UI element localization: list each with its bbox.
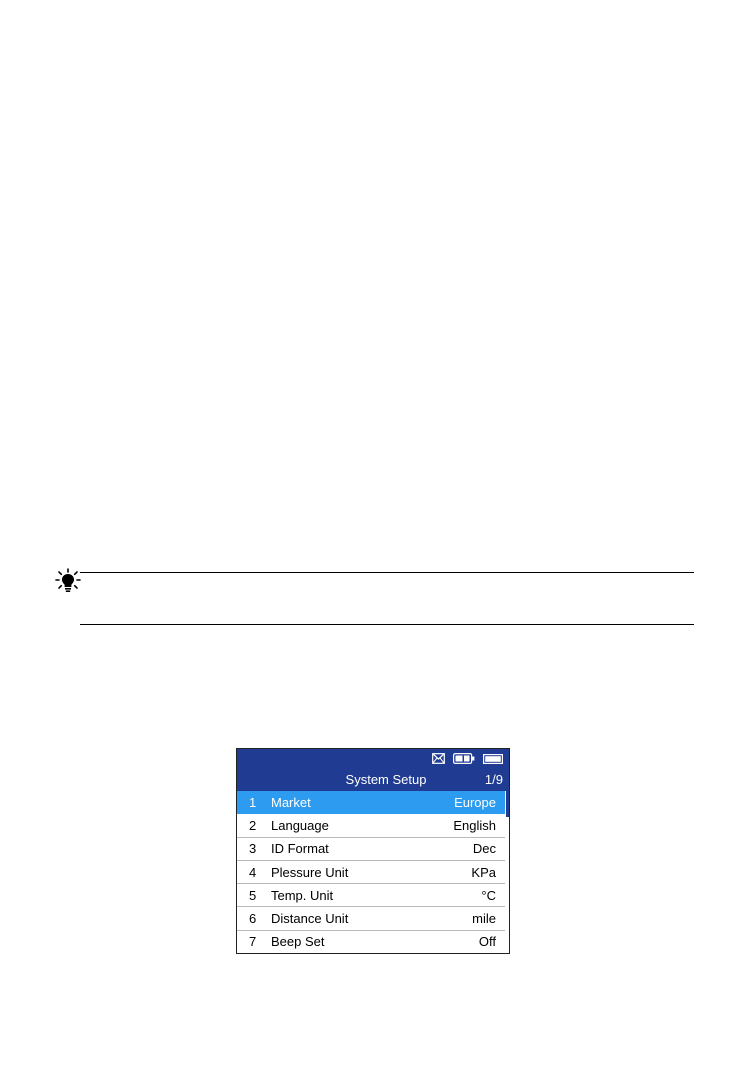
menu-item-label: Language bbox=[271, 817, 329, 833]
battery-icon bbox=[483, 754, 503, 764]
menu-item-number: 1 bbox=[249, 795, 257, 811]
menu-item-label: Temp. Unit bbox=[271, 887, 334, 903]
menu-item-number: 3 bbox=[249, 841, 257, 857]
settings-menu bbox=[237, 791, 509, 953]
lightbulb-icon bbox=[55, 568, 81, 594]
tip-top-divider bbox=[80, 572, 694, 573]
menu-item-value: Off bbox=[478, 934, 496, 950]
message-icon bbox=[432, 753, 445, 764]
device-screen bbox=[236, 748, 510, 954]
menu-item-temp-unit[interactable] bbox=[237, 884, 505, 907]
scrollbar[interactable] bbox=[506, 791, 509, 817]
menu-item-number: 5 bbox=[249, 887, 257, 903]
menu-item-number: 4 bbox=[249, 864, 257, 880]
menu-item-label: Distance Unit bbox=[271, 911, 349, 927]
menu-item-id-format[interactable] bbox=[237, 838, 505, 861]
menu-item-language[interactable] bbox=[237, 814, 505, 837]
screen-title: System Setup bbox=[345, 772, 427, 787]
menu-item-value: Europe bbox=[454, 795, 496, 811]
menu-item-label: Plessure Unit bbox=[271, 864, 349, 880]
menu-item-market[interactable] bbox=[237, 791, 505, 814]
menu-item-value: English bbox=[453, 817, 496, 833]
menu-item-beep-set[interactable] bbox=[237, 931, 505, 954]
menu-item-label: Market bbox=[271, 795, 311, 811]
tip-bottom-divider bbox=[80, 624, 694, 625]
menu-item-value: °C bbox=[481, 887, 496, 903]
menu-item-number: 7 bbox=[249, 934, 257, 950]
menu-item-value: Dec bbox=[472, 841, 496, 857]
menu-item-label: Beep Set bbox=[271, 934, 325, 950]
connection-icon bbox=[453, 753, 475, 764]
menu-item-value: KPa bbox=[471, 864, 496, 880]
menu-item-number: 2 bbox=[249, 817, 257, 833]
status-icons bbox=[432, 753, 503, 764]
menu-item-pressure-unit[interactable] bbox=[237, 861, 505, 884]
menu-item-number: 6 bbox=[249, 911, 257, 927]
menu-item-value: mile bbox=[472, 911, 496, 927]
menu-item-label: ID Format bbox=[271, 841, 329, 857]
page-counter: 1/9 bbox=[484, 772, 503, 787]
status-bar bbox=[237, 749, 509, 791]
menu-item-distance-unit[interactable] bbox=[237, 907, 505, 930]
